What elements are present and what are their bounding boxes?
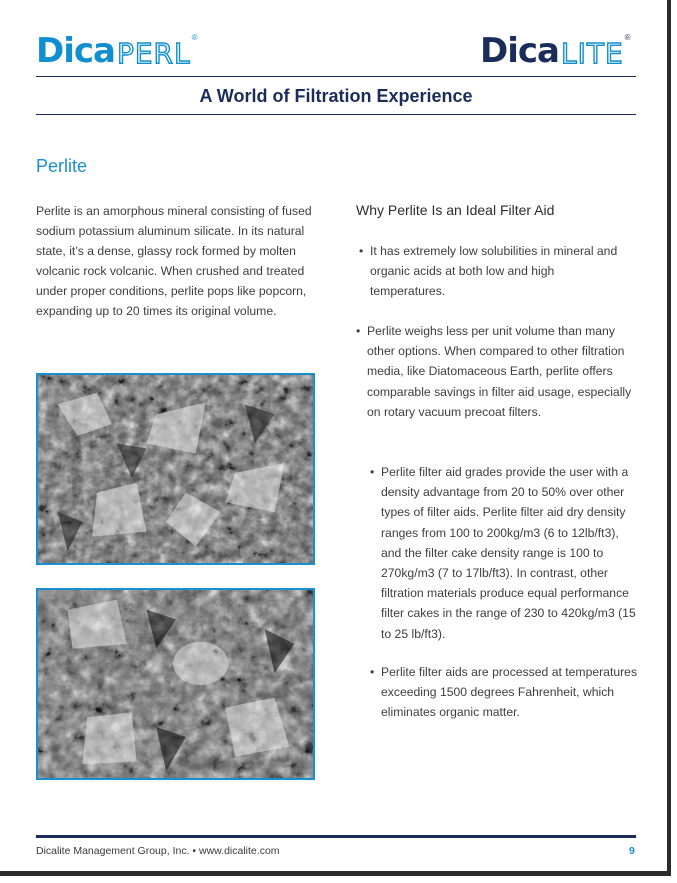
intro-paragraph: Perlite is an amorphous mineral consisting of fused sodium potassium aluminum silicate. In its natural state, it’s a dense, glassy rock formed by molten volcanic rock volcanic. When crushed and treated under proper conditions, perlite pops like popcorn, expanding up to 20 times its original volume. — [36, 204, 312, 318]
dicaperl-registered-mark: ® — [191, 33, 198, 42]
list-item — [356, 321, 636, 422]
perlite-micrograph-2 — [36, 588, 315, 780]
dicaperl-logo-thin: PERL — [116, 37, 191, 70]
dicalite-logo-bold: Dica — [480, 31, 559, 71]
page-number: 9 — [629, 845, 635, 857]
perlite-micrograph-1 — [36, 373, 315, 565]
bullet-icon: • — [370, 465, 375, 479]
list-item — [370, 462, 640, 644]
dicalite-logo — [480, 31, 631, 71]
page-tagline: A World of Filtration Experience — [199, 86, 473, 106]
bullet-icon: • — [359, 244, 364, 258]
filter-aid-heading: Why Perlite Is an Ideal Filter Aid — [356, 202, 555, 218]
dicalite-registered-mark: ® — [624, 33, 631, 42]
list-item-text: Perlite filter aids are processed at temperatures exceeding 1500 degrees Fahrenheit, which eliminates organic matter. — [381, 665, 638, 720]
list-item — [359, 241, 629, 302]
header-divider — [36, 76, 636, 77]
bullet-icon: • — [370, 665, 375, 679]
section-title: Perlite — [36, 156, 88, 176]
dicalite-logo-thin: LITE — [560, 37, 624, 70]
bullet-icon: • — [356, 324, 361, 338]
tagline-divider — [36, 114, 636, 115]
list-item-text: Perlite weighs less per unit volume than many other options. When compared to other filtration media, like Diatomaceous Earth, perlite offers comparable savings in filter aid usage, especially on rotary vacuum precoat filters. — [367, 324, 632, 419]
list-item-text: It has extremely low solubilities in mineral and organic acids at both low and high temperatures. — [370, 244, 618, 299]
footer-divider — [36, 835, 636, 838]
dicaperl-logo — [36, 31, 198, 71]
list-item — [370, 662, 640, 723]
list-item-text: Perlite filter aid grades provide the user with a density advantage from 20 to 50% over other types of filter aids. Perlite filter aid dry density ranges from 100 to 200kg/m3 (6 to 12lb/ft3), and the filter cake density range is 100 to 270kg/m3 (7 to 17lb/ft3). In contrast, other filtration materials produce equal performance filter cakes in the range of 230 to 420kg/m3 (15 to 25 lb/ft3). — [381, 465, 636, 641]
footer-text: Dicalite Management Group, Inc. • www.dicalite.com — [36, 845, 280, 857]
dicaperl-logo-bold: Dica — [36, 31, 115, 71]
